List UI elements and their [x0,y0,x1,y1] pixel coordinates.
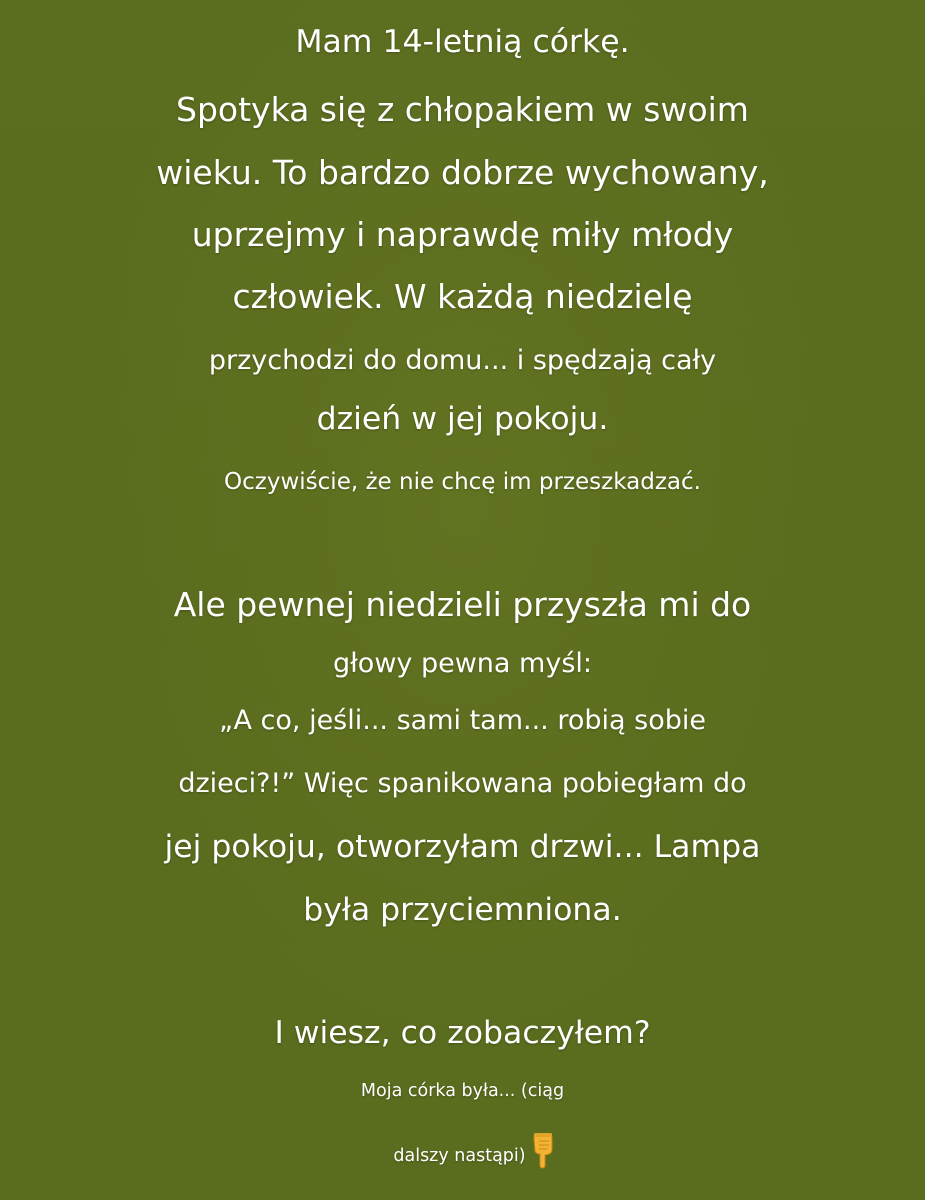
text-line: I wiesz, co zobaczyłem? [274,1015,651,1051]
text-line: człowiek. W każdą niedzielę [232,277,693,316]
text-line: uprzejmy i naprawdę miły młody [191,215,734,254]
text-line: Mam 14-letnią córkę. [295,24,630,60]
text-line: Ale pewnej niedzieli przyszła mi do [173,585,752,624]
text-line-with-emoji [0,1133,925,1169]
text-line: Oczywiście, że nie chcę im przeszkadzać. [224,469,701,495]
text-line: Moja córka była... (ciąg [360,1081,565,1101]
text-line: jej pokoju, otworzyłam drzwi... Lampa [164,829,761,865]
text-line: była przyciemniona. [303,892,622,928]
text-line: dalszy nastąpi) [393,1146,526,1166]
text-line: Spotyka się z chłopakiem w swoim [176,90,749,129]
text-line: wieku. To bardzo dobrze wychowany, [156,153,769,192]
text-line: głowy pewna myśl: [333,648,592,679]
text-line: dzień w jej pokoju. [316,401,609,437]
text-line: dzieci?!” Więc spanikowana pobiegłam do [178,768,747,799]
text-line: „A co, jeśli... sami tam... robią sobie [219,705,706,736]
text-line: przychodzi do domu... i spędzają cały [208,345,717,376]
pointing-down-hand-icon [530,1133,556,1169]
